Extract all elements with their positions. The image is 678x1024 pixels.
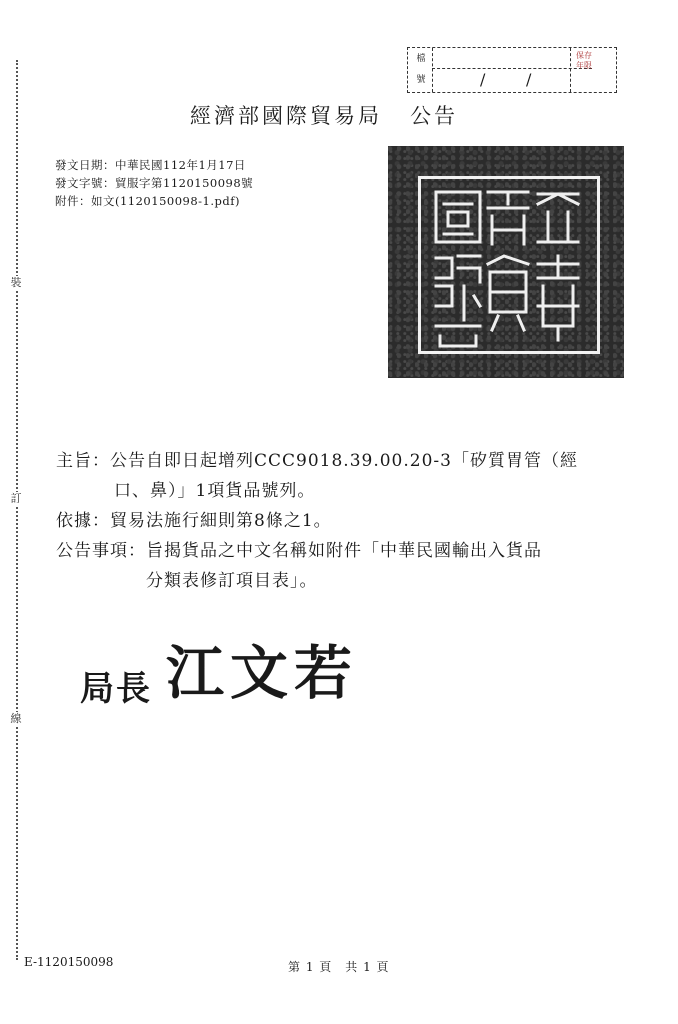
- archive-divider: [432, 48, 433, 92]
- official-seal-image: [388, 146, 624, 378]
- announcement-body: [56, 446, 578, 596]
- agency-name: 經濟部國際貿易局: [190, 104, 382, 128]
- archive-divider: [432, 68, 592, 69]
- archive-number-box: [407, 47, 617, 93]
- document-header: [190, 100, 458, 130]
- seal-glyphs: [388, 146, 624, 378]
- archive-slash: /: [480, 70, 486, 89]
- notice-line-1: 公告事項：旨揭貨品之中文名稱如附件「中華民國輸出入貨品: [56, 541, 542, 561]
- document-type: 公告: [410, 104, 458, 128]
- attachment: 附件：如文(1120150098-1.pdf): [55, 194, 240, 208]
- issue-date: 發文日期：中華民國112年1月17日: [55, 158, 246, 172]
- document-meta: [55, 156, 253, 210]
- legal-basis: 依據：貿易法施行細則第8條之1。: [56, 511, 332, 531]
- retention-period-label: 保存年限: [576, 51, 592, 70]
- document-id: E-1120150098: [24, 955, 114, 969]
- binding-margin-line: [16, 60, 18, 960]
- issue-number: 發文字號：貿服字第1120150098號: [55, 176, 254, 190]
- page-number: 第 1 頁 共 1 頁: [288, 960, 390, 974]
- signature-name: 江文若: [166, 639, 359, 707]
- archive-slash: /: [526, 70, 532, 89]
- binding-char-ding: 訂: [4, 492, 28, 506]
- binding-char-zhuang: 裝: [4, 276, 28, 290]
- signature-title: 局長: [80, 669, 152, 709]
- notice-line-2: 分類表修訂項目表」。: [146, 571, 318, 591]
- director-signature: [80, 626, 358, 710]
- archive-divider: [570, 48, 571, 92]
- subject-line-2: 口、鼻）」1項貨品號列。: [114, 481, 316, 501]
- subject-line-1: 主旨：公告自即日起增列CCC9018.39.00.20-3「矽質胃管（經: [56, 451, 578, 471]
- archive-label-bottom: 號: [416, 75, 426, 85]
- archive-label-top: 檔: [416, 54, 426, 64]
- binding-char-xian: 線: [4, 712, 28, 726]
